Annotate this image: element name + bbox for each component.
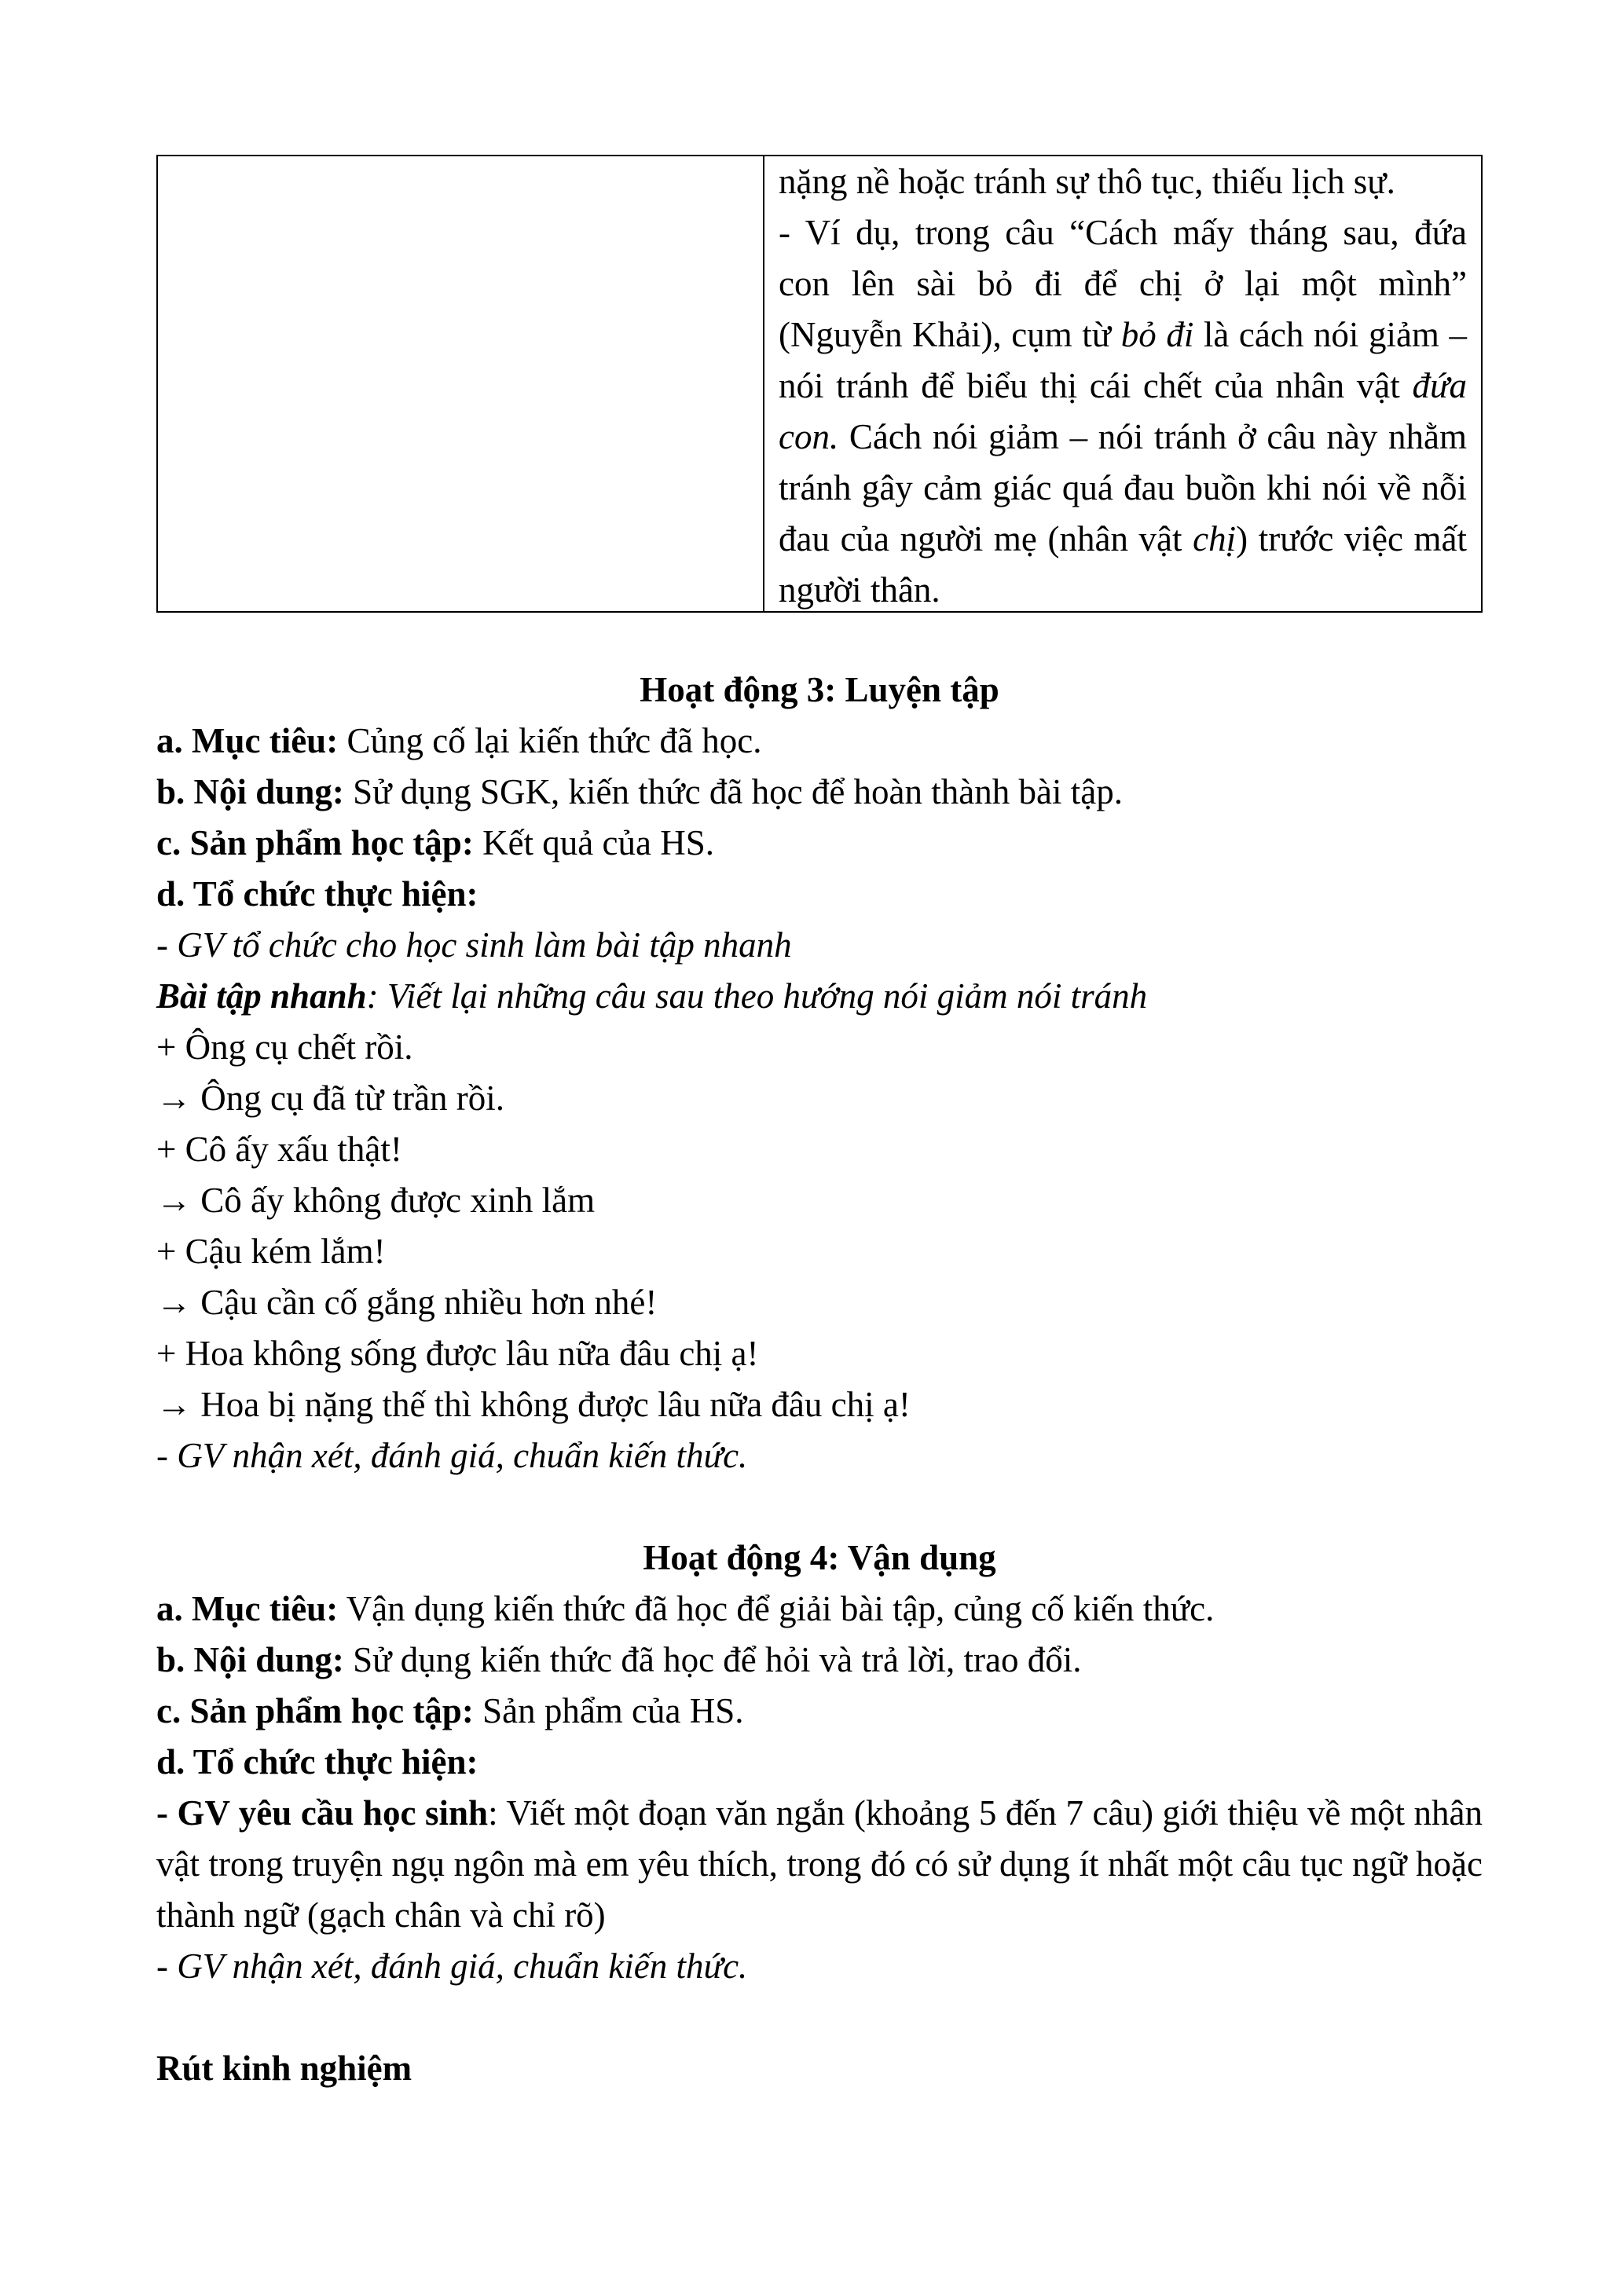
list-item: → Cô ấy không được xinh lắm	[156, 1181, 596, 1220]
label: b. Nội dung:	[156, 1640, 344, 1679]
label: - GV yêu cầu học sinh	[156, 1793, 489, 1833]
label: Bài tập nhanh	[156, 976, 367, 1016]
content	[156, 1635, 1483, 1686]
text: - GV tổ chức cho học sinh làm bài tập nhanh	[156, 925, 792, 965]
text: - GV nhận xét, đánh giá, chuẩn kiến thức.	[156, 1946, 748, 1986]
content	[156, 767, 1483, 818]
objective	[156, 1584, 1483, 1635]
table-right-cell	[764, 156, 1481, 611]
text: - Ví dụ, trong câu “Cách mấy tháng sau, đứa con lên sài bỏ đi để chị ở lại một mình” (Nguyễn Khải), cụm từ	[779, 213, 1467, 354]
gv-requirement	[156, 1788, 1483, 1941]
product	[156, 1686, 1483, 1737]
label: Rút kinh nghiệm	[156, 2049, 412, 2088]
text: : Viết lại những câu sau theo hướng nói giảm nói tránh	[366, 976, 1148, 1016]
spacer	[156, 1481, 1483, 1532]
gv-review	[156, 1430, 1483, 1481]
label: a. Mục tiêu:	[156, 1589, 339, 1628]
text: ) trước việc mất người thân.	[779, 519, 1467, 610]
list-item: + Hoa không sống được lâu nữa đâu chị ạ!	[156, 1334, 759, 1373]
list-item: + Cô ấy xấu thật!	[156, 1130, 402, 1169]
text: Sử dụng kiến thức đã học để hỏi và trả lời, trao đổi.	[343, 1640, 1082, 1679]
text: Sản phẩm của HS.	[473, 1691, 744, 1730]
table-left-cell	[158, 156, 764, 611]
list-item: → Hoa bị nặng thế thì không được lâu nữa đâu chị ạ!	[156, 1385, 911, 1424]
label: b. Nội dung:	[156, 772, 344, 811]
exercise	[156, 971, 1483, 1022]
organization	[156, 869, 1483, 920]
cell-line: nặng nề hoặc tránh sự thô tục, thiếu lịch sự.	[779, 162, 1395, 201]
label: d. Tổ chức thực hiện:	[156, 1742, 478, 1782]
activity3-heading: Hoạt động 3: Luyện tập	[640, 670, 999, 709]
document-body	[156, 665, 1483, 2094]
label: c. Sản phẩm học tập:	[156, 1691, 474, 1730]
gv-review	[156, 1941, 1483, 1992]
closing-heading	[156, 2043, 1483, 2094]
lesson-table	[156, 155, 1483, 613]
text: Kết quả của HS.	[473, 823, 714, 862]
objective	[156, 716, 1483, 767]
organization	[156, 1737, 1483, 1788]
example-paragraph	[779, 207, 1467, 616]
italic-text: chị	[1193, 519, 1237, 558]
text: : Viết một đoạn văn ngắn (khoảng 5 đến 7 câu) giới thiệu về một nhân vật trong truyện ngụ ngôn mà em yêu thích, trong đó có sử dụng ít nhất một câu tục ngữ hoặc thành ngữ (gạch chân và chỉ rõ)	[156, 1793, 1483, 1935]
italic-text: đứa con.	[779, 366, 1467, 456]
text: Cách nói giảm – nói tránh ở câu này nhằm tránh gây cảm giác quá đau buồn khi nói về nỗi đau của người mẹ (nhân vật	[779, 417, 1467, 558]
text: Củng cố lại kiến thức đã học.	[338, 721, 762, 760]
label: c. Sản phẩm học tập:	[156, 823, 474, 862]
activity4-heading: Hoạt động 4: Vận dụng	[643, 1538, 996, 1577]
text: Vận dụng kiến thức đã học để giải bài tập, củng cố kiến thức.	[338, 1589, 1215, 1628]
spacer	[156, 1992, 1483, 2043]
text: là cách nói giảm – nói tránh để biểu thị cái chết của nhân vật	[779, 315, 1467, 405]
list-item: + Ông cụ chết rồi.	[156, 1027, 413, 1067]
italic-text: bỏ đi	[1120, 315, 1194, 354]
text: - GV nhận xét, đánh giá, chuẩn kiến thức.	[156, 1436, 748, 1475]
text: Sử dụng SGK, kiến thức đã học để hoàn thành bài tập.	[343, 772, 1123, 811]
label: a. Mục tiêu:	[156, 721, 339, 760]
list-item: → Ông cụ đã từ trần rồi.	[156, 1078, 505, 1118]
list-item: + Cậu kém lắm!	[156, 1232, 386, 1271]
gv-task	[156, 920, 1483, 971]
product	[156, 818, 1483, 869]
list-item: → Cậu cần cố gắng nhiều hơn nhé!	[156, 1283, 658, 1322]
label: d. Tổ chức thực hiện:	[156, 874, 478, 914]
